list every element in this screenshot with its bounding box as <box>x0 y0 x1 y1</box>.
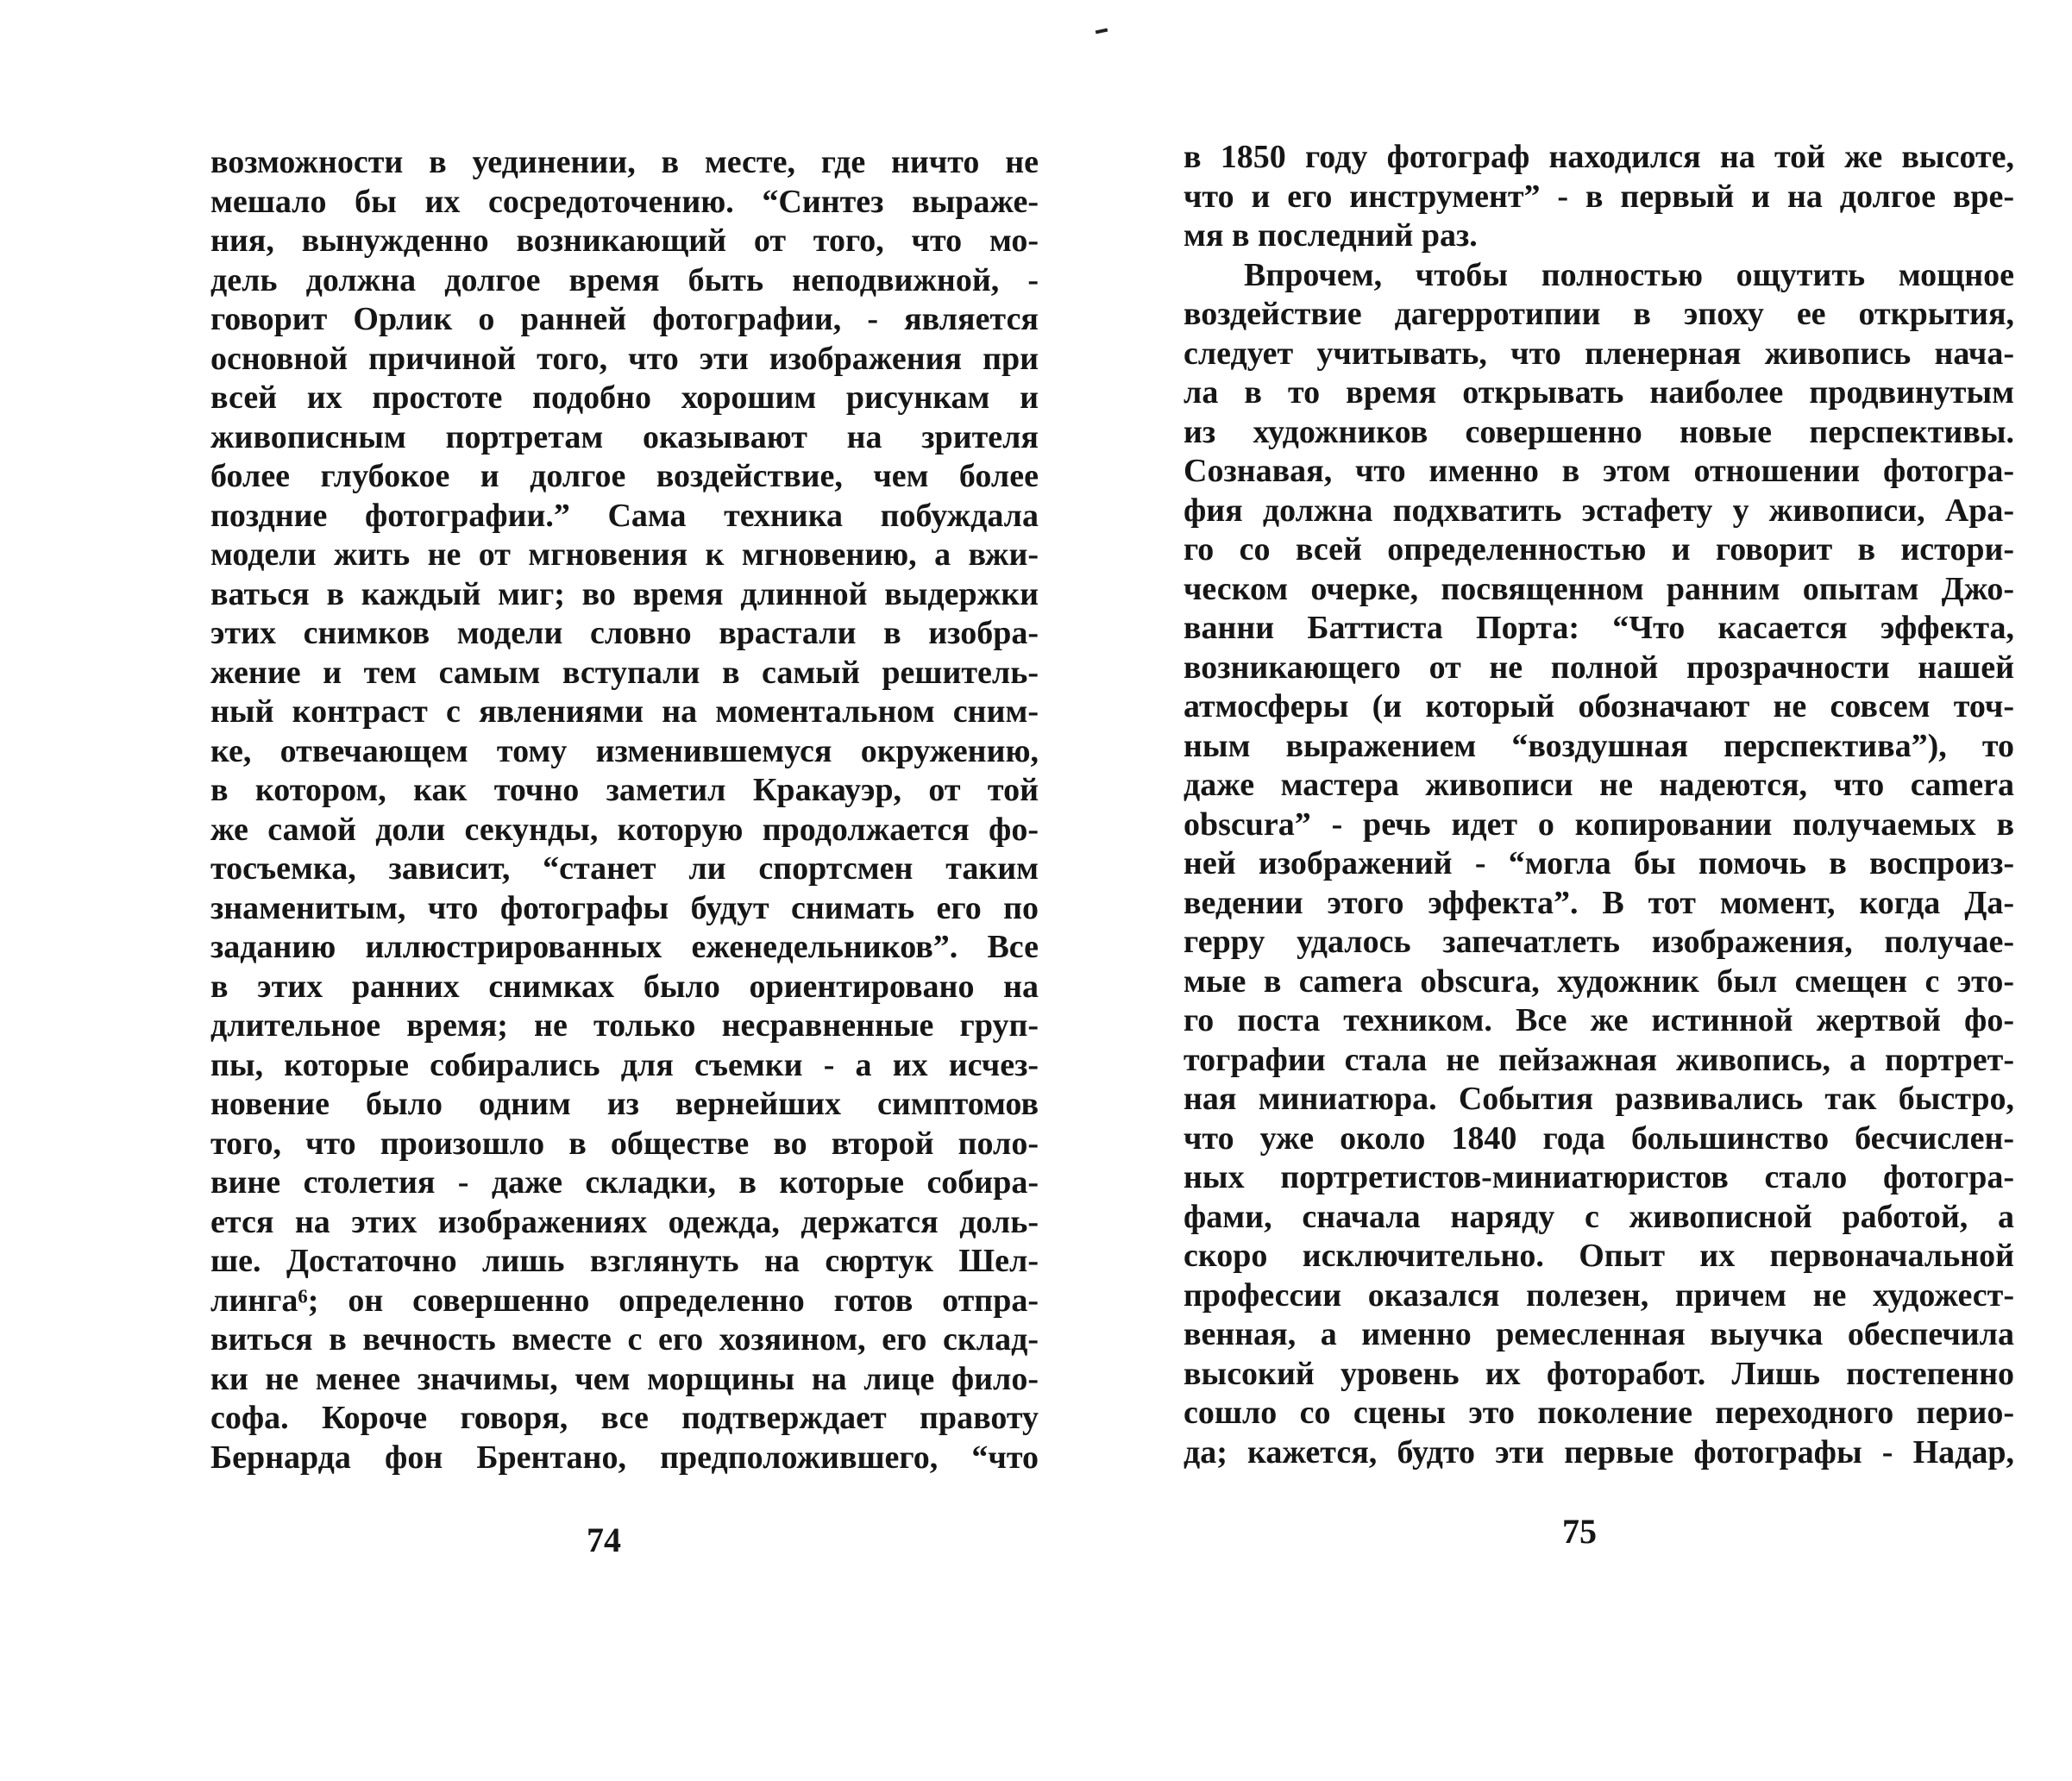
left-page-text <box>210 143 1039 1477</box>
text-line: следует учитывать, что пленерная живопись нача- <box>1184 335 2014 372</box>
text-line: модели жить не от мгновения к мгновению, а вжи- <box>210 536 1039 573</box>
text-line: вине столетия - даже складки, в которые собира- <box>210 1164 1039 1201</box>
text-line: лингa⁶; он совершенно определенно готов отпра- <box>210 1282 1039 1319</box>
text-line: возникающего от не полной прозрачности нашей <box>1184 649 2014 686</box>
text-line: мя в последний раз. <box>1184 217 1478 254</box>
text-line: ется на этих изображениях одежда, держатся доль- <box>210 1203 1039 1240</box>
right-page-text <box>1184 138 2014 1472</box>
scan-mark <box>1096 28 1108 34</box>
text-line: сошло со сцены это поколение переходного перио- <box>1184 1395 2014 1431</box>
text-line: из художников совершенно новые перспективы. <box>1184 413 2014 450</box>
text-line: фами, сначала наряду с живописной работой, а <box>1184 1198 2014 1235</box>
text-line: ки не менее значимы, чем морщины на лице фило- <box>210 1360 1039 1397</box>
text-line: да; кажется, будто эти первые фотографы - Надар, <box>1184 1433 2014 1471</box>
text-line: фия должна подхватить эстафету у живописи, Ара- <box>1184 492 2014 529</box>
text-line: дель должна долгое время быть неподвижной, - <box>210 261 1039 298</box>
text-line: знаменитым, что фотографы будут снимать его по <box>210 889 1039 926</box>
text-line: ния, вынужденно возникающий от того, что мо- <box>210 223 1039 259</box>
text-line: поздние фотографии.” Сама техника побуждала <box>210 497 1039 534</box>
text-line: obscura” - речь идет о копировании получаемых в <box>1184 806 2014 843</box>
text-line: ческом очерке, посвященном ранним опытам Джо- <box>1184 570 2014 607</box>
text-line: Бернарда фон Брентано, предположившего, “что <box>210 1439 1039 1476</box>
text-line: тосъемка, зависит, “станет ли спортсмен таким <box>210 850 1039 887</box>
text-line: ла в то время открывать наиболее продвинутым <box>1184 374 2014 411</box>
text-line: всей их простоте подобно хорошим рисункам и <box>210 379 1039 416</box>
right-page-number: 75 <box>1562 1512 1597 1551</box>
text-line: профессии оказался полезен, причем не художест- <box>1184 1276 2014 1314</box>
text-line: виться в вечность вместе с его хозяином, его склад- <box>210 1321 1039 1358</box>
text-line: живописным портретам оказывают на зрителя <box>210 418 1039 455</box>
text-line: того, что произошло в обществе во второй поло- <box>210 1125 1039 1162</box>
text-line: ше. Достаточно лишь взглянуть на сюртук Шел- <box>210 1243 1039 1279</box>
text-line: ке, отвечающем тому изменившемуся окружению, <box>210 732 1039 769</box>
text-line: же самой доли секунды, которую продолжается фо- <box>210 811 1039 848</box>
text-line: новение было одним из вернейших симптомов <box>210 1086 1039 1122</box>
text-line: ным выражением “воздушная перспектива”), то <box>1184 727 2014 764</box>
text-line: что уже около 1840 года большинство бесчислен- <box>1184 1119 2014 1157</box>
text-line: скоро исключительно. Опыт их первоначальной <box>1184 1238 2014 1274</box>
text-line: высокий уровень их фоторабот. Лишь постепенно <box>1184 1355 2014 1392</box>
text-line: возможности в уединении, в месте, где ничто не <box>210 144 1039 180</box>
text-line: что и его инструмент” - в первый и на долгое вре- <box>1184 178 2014 215</box>
text-line: ведении этого эффекта”. В тот момент, когда Да- <box>1184 884 2014 921</box>
text-line: Сознавая, что именно в этом отношении фотогра- <box>1184 453 2014 489</box>
text-line: в 1850 году фотограф находился на той же высоте, <box>1184 139 2014 175</box>
left-page-number: 74 <box>587 1521 621 1559</box>
text-line: ванни Баттиста Порта: “Что касается эффекта, <box>1184 610 2014 646</box>
text-line: ный контраст с явлениями на моментальном сним- <box>210 693 1039 730</box>
text-line: ных портретистов-миниатюристов стало фотогра- <box>1184 1159 2014 1195</box>
text-line: Впрочем, чтобы полностью ощутить мощное <box>1244 256 2014 293</box>
text-line: ная миниатюра. События развивались так быстро, <box>1184 1081 2014 1117</box>
text-line: венная, а именно ремесленная выучка обеспечила <box>1184 1316 2014 1352</box>
text-line: тографии стала не пейзажная живопись, а портрет- <box>1184 1041 2014 1078</box>
text-line: мешало бы их сосредоточению. “Синтез выраже- <box>210 183 1039 220</box>
text-line: говорит Орлик о ранней фотографии, - является <box>210 301 1039 337</box>
text-line: софа. Короче говоря, все подтверждает правоту <box>210 1400 1039 1436</box>
text-line: даже мастера живописи не надеются, что camera <box>1184 767 2014 803</box>
text-line: ваться в каждый миг; во время длинной выдержки <box>210 575 1039 612</box>
text-line: пы, которые собирались для съемки - а их исчез- <box>210 1046 1039 1083</box>
text-line: более глубокое и долгое воздействие, чем более <box>210 458 1039 494</box>
text-line: этих снимков модели словно врастали в изобра- <box>210 615 1039 651</box>
text-line: ней изображений - “могла бы помочь в воспроиз- <box>1184 845 2014 881</box>
text-line: в котором, как точно заметил Кракауэр, от той <box>210 772 1039 808</box>
text-line: в этих ранних снимках было ориентировано на <box>210 968 1039 1005</box>
text-line: го со всей определенностью и говорит в истори- <box>1184 531 2014 568</box>
text-line: жение и тем самым вступали в самый решитель- <box>210 654 1039 691</box>
text-line: атмосферы (и который обозначают не совсем точ- <box>1184 688 2014 724</box>
text-line: мые в camera obscura, художник был смещен с это- <box>1184 963 2014 1000</box>
text-line: го поста техником. Все же истинной жертвой фо- <box>1184 1002 2014 1038</box>
text-line: заданию иллюстрированных еженедельников”. Все <box>210 929 1039 965</box>
text-line: длительное время; не только несравненные груп- <box>210 1007 1039 1044</box>
text-line: основной причиной того, что эти изображения при <box>210 340 1039 377</box>
text-line: герру удалось запечатлеть изображения, получае- <box>1184 924 2014 960</box>
text-line: воздействие дагерротипии в эпоху ее открытия, <box>1184 296 2014 332</box>
